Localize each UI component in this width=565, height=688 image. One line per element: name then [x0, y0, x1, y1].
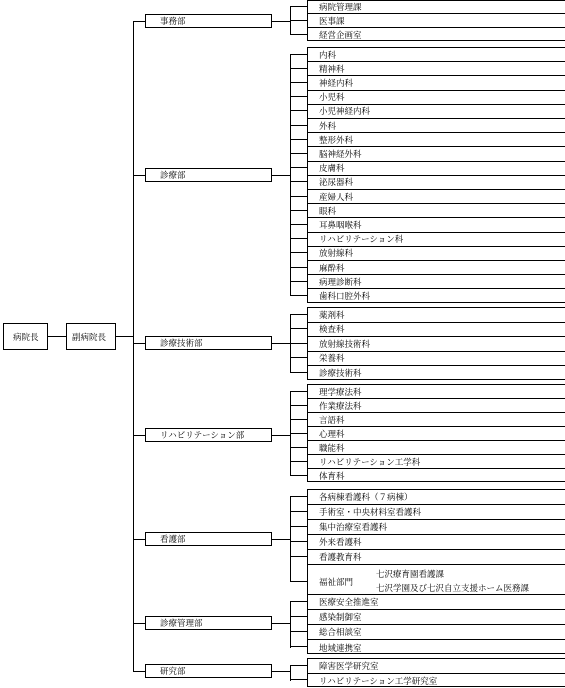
unit-item: 歯科口腔外科 [319, 292, 371, 303]
unit-item: 放射線技術科 [308, 337, 565, 352]
branch-line-1 [290, 54, 291, 296]
branch-tick [290, 295, 307, 296]
unit-item: 外科 [308, 119, 565, 133]
connector-director-vice [48, 336, 66, 337]
unit-item: 集中治療室看護科 [308, 520, 565, 535]
welfare-unit: 七沢療育園看護課 [376, 570, 445, 580]
unit-item: 麻酔科 [308, 261, 565, 275]
department-box [145, 616, 272, 630]
branch-line-2 [290, 314, 291, 373]
branch-line-5 [290, 602, 291, 648]
unit-item: 眼科 [308, 204, 565, 218]
trunk-line [133, 21, 134, 672]
connector-dept-branch-5 [272, 623, 290, 624]
branch-tick [290, 281, 307, 282]
unit-item: 産婦人科 [308, 190, 565, 204]
branch-tick [290, 82, 307, 83]
branch-tick [290, 475, 307, 476]
department-box [145, 428, 272, 442]
branch-tick [290, 68, 307, 69]
connector-dept-4 [133, 539, 145, 540]
unit-group [307, 47, 565, 303]
unit-item: 病理診断科 [308, 275, 565, 289]
branch-tick [290, 405, 307, 406]
branch-tick [290, 357, 307, 358]
unit-item: 看護教育科 [308, 550, 565, 565]
branch-tick [290, 343, 307, 344]
unit-item: 職能科 [308, 441, 565, 455]
unit-item: 脳神経外科 [308, 147, 565, 161]
branch-tick [290, 20, 307, 21]
branch-tick [290, 496, 307, 497]
connector-dept-branch-2 [272, 343, 290, 344]
department-box [145, 168, 272, 182]
unit-item: 理学療法科 [308, 385, 565, 399]
department-box [145, 664, 272, 678]
unit-item: 外来看護科 [308, 535, 565, 550]
unit-item: 栄養科 [308, 352, 565, 367]
branch-tick [290, 96, 307, 97]
department-label: 診療技術部 [160, 339, 203, 349]
department-label: 研究部 [160, 667, 186, 677]
unit-item: 神経内科 [308, 76, 565, 90]
branch-line-4 [290, 497, 291, 583]
unit-item: 診療技術科 [319, 369, 362, 380]
branch-tick [290, 665, 307, 666]
branch-tick [290, 526, 307, 527]
branch-tick [290, 461, 307, 462]
branch-tick [290, 252, 307, 253]
branch-tick [290, 433, 307, 434]
connector-dept-1 [133, 175, 145, 176]
branch-tick [290, 238, 307, 239]
connector-dept-branch-3 [272, 435, 290, 436]
branch-tick [290, 34, 307, 35]
department-label: 診療管理部 [160, 619, 203, 629]
welfare-label: 福祉部門 [319, 578, 354, 588]
connector-dept-branch-6 [272, 671, 290, 672]
branch-tick [290, 556, 307, 557]
branch-tick [290, 224, 307, 225]
connector-dept-0 [133, 21, 145, 22]
connector-dept-5 [133, 623, 145, 624]
connector-dept-branch-0 [272, 21, 290, 22]
vice-director-label: 副病院長 [72, 332, 107, 343]
unit-group [307, 658, 565, 687]
unit-item: 病院管理課 [308, 1, 565, 14]
director-label: 病院長 [13, 332, 39, 343]
unit-item: 小児神経内科 [308, 105, 565, 119]
unit-group [307, 489, 565, 598]
unit-item: 放射線科 [308, 247, 565, 261]
unit-group [307, 307, 565, 380]
unit-item: 地域連携室 [319, 643, 362, 654]
unit-group [307, 594, 565, 654]
branch-tick [290, 581, 307, 582]
branch-tick [290, 328, 307, 329]
unit-item: 総合相談室 [308, 625, 565, 640]
connector-dept-6 [133, 671, 145, 672]
unit-item: 言語科 [308, 413, 565, 427]
branch-tick [290, 110, 307, 111]
unit-item: 医事課 [308, 14, 565, 28]
branch-tick [290, 391, 307, 392]
unit-item: 小児科 [308, 91, 565, 105]
branch-tick [290, 314, 307, 315]
unit-group [307, 0, 565, 41]
branch-tick [290, 601, 307, 602]
branch-tick [290, 447, 307, 448]
branch-tick [290, 167, 307, 168]
director-box [3, 323, 48, 350]
unit-item: 泌尿器科 [308, 176, 565, 190]
branch-tick [290, 631, 307, 632]
branch-tick [290, 54, 307, 55]
unit-item: リハビリテーション工学研究室 [319, 676, 438, 687]
branch-tick [290, 419, 307, 420]
connector-dept-3 [133, 435, 145, 436]
unit-item: 各病棟看護科（７病棟） [308, 490, 565, 505]
branch-tick [290, 679, 307, 680]
branch-tick [290, 646, 307, 647]
branch-tick [290, 153, 307, 154]
unit-item: 心理科 [308, 427, 565, 441]
unit-item: 薬剤科 [308, 308, 565, 323]
branch-line-0 [290, 7, 291, 36]
branch-tick [290, 125, 307, 126]
unit-item: 内科 [308, 48, 565, 62]
branch-tick [290, 616, 307, 617]
unit-item: 手術室・中央材料室看護科 [308, 505, 565, 520]
connector-dept-branch-1 [272, 175, 290, 176]
branch-tick [290, 6, 307, 7]
branch-tick [290, 511, 307, 512]
unit-item: 障害医学研究室 [308, 659, 565, 674]
unit-item: 耳鼻咽喉科 [308, 218, 565, 232]
connector-dept-branch-4 [272, 539, 290, 540]
unit-item: 整形外科 [308, 133, 565, 147]
branch-tick [290, 139, 307, 140]
unit-item: リハビリテーション科 [308, 233, 565, 247]
unit-item: 体育科 [319, 472, 345, 482]
branch-tick [290, 267, 307, 268]
welfare-unit: 七沢学園及び七沢自立支援ホーム医務課 [376, 584, 530, 594]
branch-tick [290, 541, 307, 542]
branch-tick [290, 196, 307, 197]
department-box [145, 336, 272, 350]
branch-tick [290, 372, 307, 373]
unit-item: 皮膚科 [308, 162, 565, 176]
department-box [145, 532, 272, 546]
branch-tick [290, 210, 307, 211]
department-label: リハビリテーション部 [160, 431, 245, 441]
unit-item: 経営企画室 [319, 31, 362, 41]
unit-item: 作業療法科 [308, 399, 565, 413]
unit-item: 感染制御室 [308, 610, 565, 625]
department-label: 看護部 [160, 535, 186, 545]
department-label: 診療部 [160, 171, 186, 181]
branch-tick [290, 181, 307, 182]
department-box [145, 14, 272, 28]
vice-director-box [66, 323, 116, 350]
unit-item: 検査科 [308, 323, 565, 338]
connector-dept-2 [133, 343, 145, 344]
unit-group [307, 384, 565, 482]
department-label: 事務部 [160, 17, 186, 27]
unit-item: 医療安全推進室 [308, 595, 565, 610]
connector-vice-trunk [116, 336, 133, 337]
unit-item: リハビリテーション工学科 [308, 455, 565, 469]
unit-item: 精神科 [308, 62, 565, 76]
